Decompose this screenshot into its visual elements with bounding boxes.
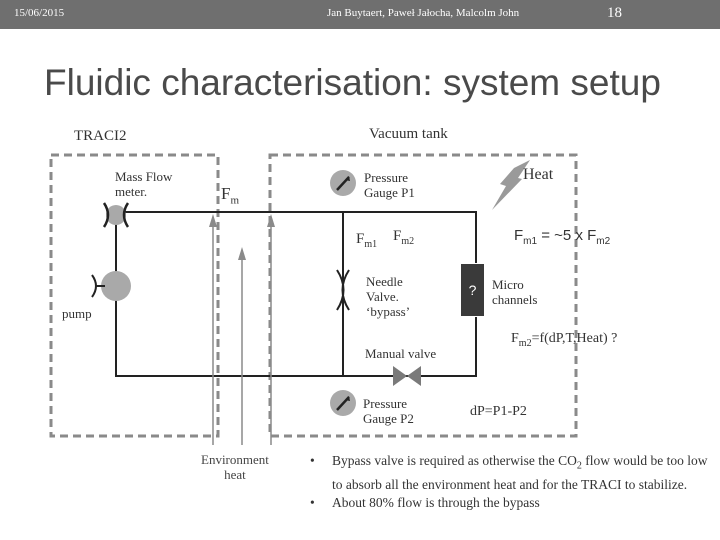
pressure-gauge-p2-icon (330, 390, 356, 416)
fm2-label-f: F (393, 228, 402, 244)
fm2-func-f: F (511, 331, 519, 346)
fm1-label-f: F (356, 231, 365, 247)
needle-valve-label: Needle Valve. ‘bypass’ (366, 274, 411, 319)
bullet-list (308, 452, 708, 512)
vacuum-tank-label: Vacuum tank (369, 126, 448, 142)
fm1-equation-label (514, 228, 610, 249)
bullet-dot: • (310, 494, 315, 510)
micro-channels-box: ? (461, 264, 484, 316)
pump-icon (92, 271, 131, 301)
header-date: 15/06/2015 (14, 7, 65, 19)
micro-channels-label: Micro channels (492, 277, 538, 307)
pump-label: pump (62, 306, 92, 321)
fm-label (221, 186, 239, 208)
pressure-gauge-p1-icon (330, 170, 356, 196)
bullet-1-sub: 2 (576, 460, 582, 472)
fm2-function-label (511, 331, 617, 351)
bullet-1-post: flow would be too low to absorb all the environment heat and for the TRACI to stabilize. (332, 453, 708, 492)
bullet-dot: • (310, 453, 315, 468)
bullet-2-text: About 80% flow is through the bypass (332, 494, 540, 510)
flow-line-bottom (116, 300, 476, 376)
dp-label: dP=P1-P2 (470, 404, 527, 419)
manual-valve-label: Manual valve (365, 346, 437, 361)
fm1-label-sub: m1 (364, 239, 378, 250)
fm-label-main: F (221, 184, 231, 203)
fm2-label (393, 229, 414, 249)
pressure-gauge-p2-label: Pressure Gauge P2 (363, 396, 414, 426)
fm1-eq-f: F (514, 227, 524, 244)
pressure-gauge-p1-label: Pressure Gauge P1 (364, 170, 415, 200)
fm1-eq-sub: m1 (523, 236, 538, 247)
fm1-label (356, 232, 377, 252)
fm-label-sub: m (230, 194, 240, 207)
bullet-item (308, 452, 708, 494)
mass-flow-meter-label: Mass Flow meter. (115, 169, 173, 199)
header-authors: Jan Buytaert, Paweł Jałocha, Malcolm John (327, 7, 520, 19)
fm2-label-sub: m2 (401, 236, 415, 247)
traci2-label: TRACI2 (74, 128, 127, 144)
bullet-1-text: Bypass valve is required as otherwise the CO (332, 453, 577, 468)
manual-valve-icon (393, 366, 421, 386)
page-number: 18 (607, 5, 622, 21)
fm1-eq-sub2: m2 (596, 236, 611, 247)
fm2-func-sub: m2 (518, 337, 532, 349)
heat-label: Heat (523, 166, 554, 183)
fm1-eq-mid: = ~5 x F (537, 227, 597, 244)
mass-flow-meter-icon (104, 203, 128, 227)
slide-title: Fluidic characterisation: system setup (44, 62, 661, 103)
bullet-item (308, 494, 708, 512)
environment-heat-label: Environment heat (201, 452, 269, 482)
fm2-func-post: =f(dP,T,Heat) ? (531, 331, 618, 346)
flow-line-top (116, 212, 476, 290)
